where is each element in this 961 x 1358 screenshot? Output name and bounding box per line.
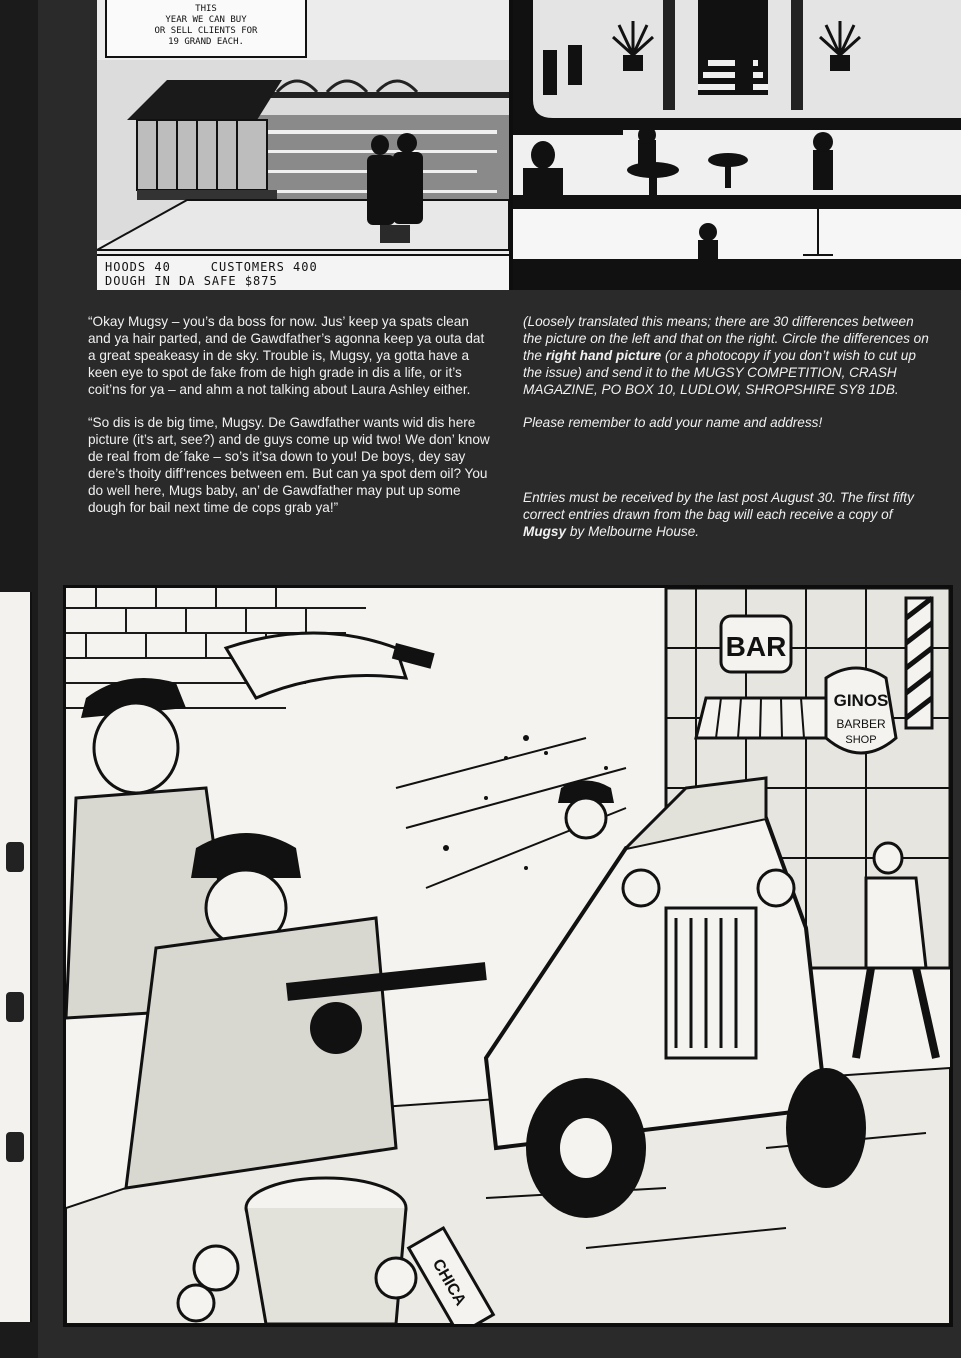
comic-illustration xyxy=(66,588,950,1324)
customers-count: CUSTOMERS 400 xyxy=(210,260,318,274)
screenshot-speakeasy xyxy=(513,0,961,290)
barber-sign: BARBER xyxy=(836,717,886,731)
game-speech-box: THIS YEAR WE CAN BUY OR SELL CLIENTS FOR 19 GRAND EACH. xyxy=(105,0,307,58)
mugsy-intro-text xyxy=(88,313,494,532)
comic-illustration-panel xyxy=(63,585,953,1327)
facing-page-panel-fragment xyxy=(0,592,32,1322)
hoods-count: HOODS 40 xyxy=(105,260,171,274)
competition-rules-text xyxy=(523,313,935,556)
rules-paragraph-2: Please remember to add your name and address! xyxy=(523,415,823,430)
bar-sign: BAR xyxy=(725,631,787,662)
game-status-bar xyxy=(97,254,509,290)
dough-in-safe: DOUGH IN DA SAFE $875 xyxy=(105,274,278,288)
rules-paragraph-3: Entries must be received by the last post August 30. The first fifty correct entries drawn from the bag will each receive a copy of Mugsy by Melbourne House. xyxy=(523,490,914,539)
intro-paragraph-2: “So dis is de big time, Mugsy. De Gawdfather wants wid dis here picture (it’s art, see?) and de guys come up wid two! We don’ know de real from de´fake – so’s it’sa down to you! De boys, dey say dere’s thoity diff’rences between em. But can ya spot dem oil? You do well here, Mugs baby, an’ de Gawdfather may put up some dough for bail next time de cops grab ya!” xyxy=(88,415,490,515)
rules-paragraph-1: (Loosely translated this means; there are 30 differences between the picture on the left and that on the right. Circle the differences on the right hand picture (or a photocopy if you don’t wish to cut up the issue) and send it to the MUGSY COMPETITION, CRASH MAGAZINE, PO BOX 10, LUDLOW, SHROPSHIRE SY8 1DB. xyxy=(523,314,929,397)
game-screenshots xyxy=(97,0,961,290)
can-label: CHICA xyxy=(428,1256,469,1309)
intro-paragraph-1: “Okay Mugsy – you’s da boss for now. Jus’ keep ya spats clean and ya hair parted, and de Gawdfather’s agonna keep ya outa dat a great speakeasy in de sky. Trouble is, Mugsy, ya gotta have a keen eye to spot de fake from de high grade in dis a life, or it’s coit’ns for ya – and ahm a not talking about Laura Ashley either. xyxy=(88,314,485,397)
shop-sign: SHOP xyxy=(845,734,877,746)
ginos-sign: GINOS xyxy=(833,691,889,710)
screenshot-docks xyxy=(97,0,509,290)
